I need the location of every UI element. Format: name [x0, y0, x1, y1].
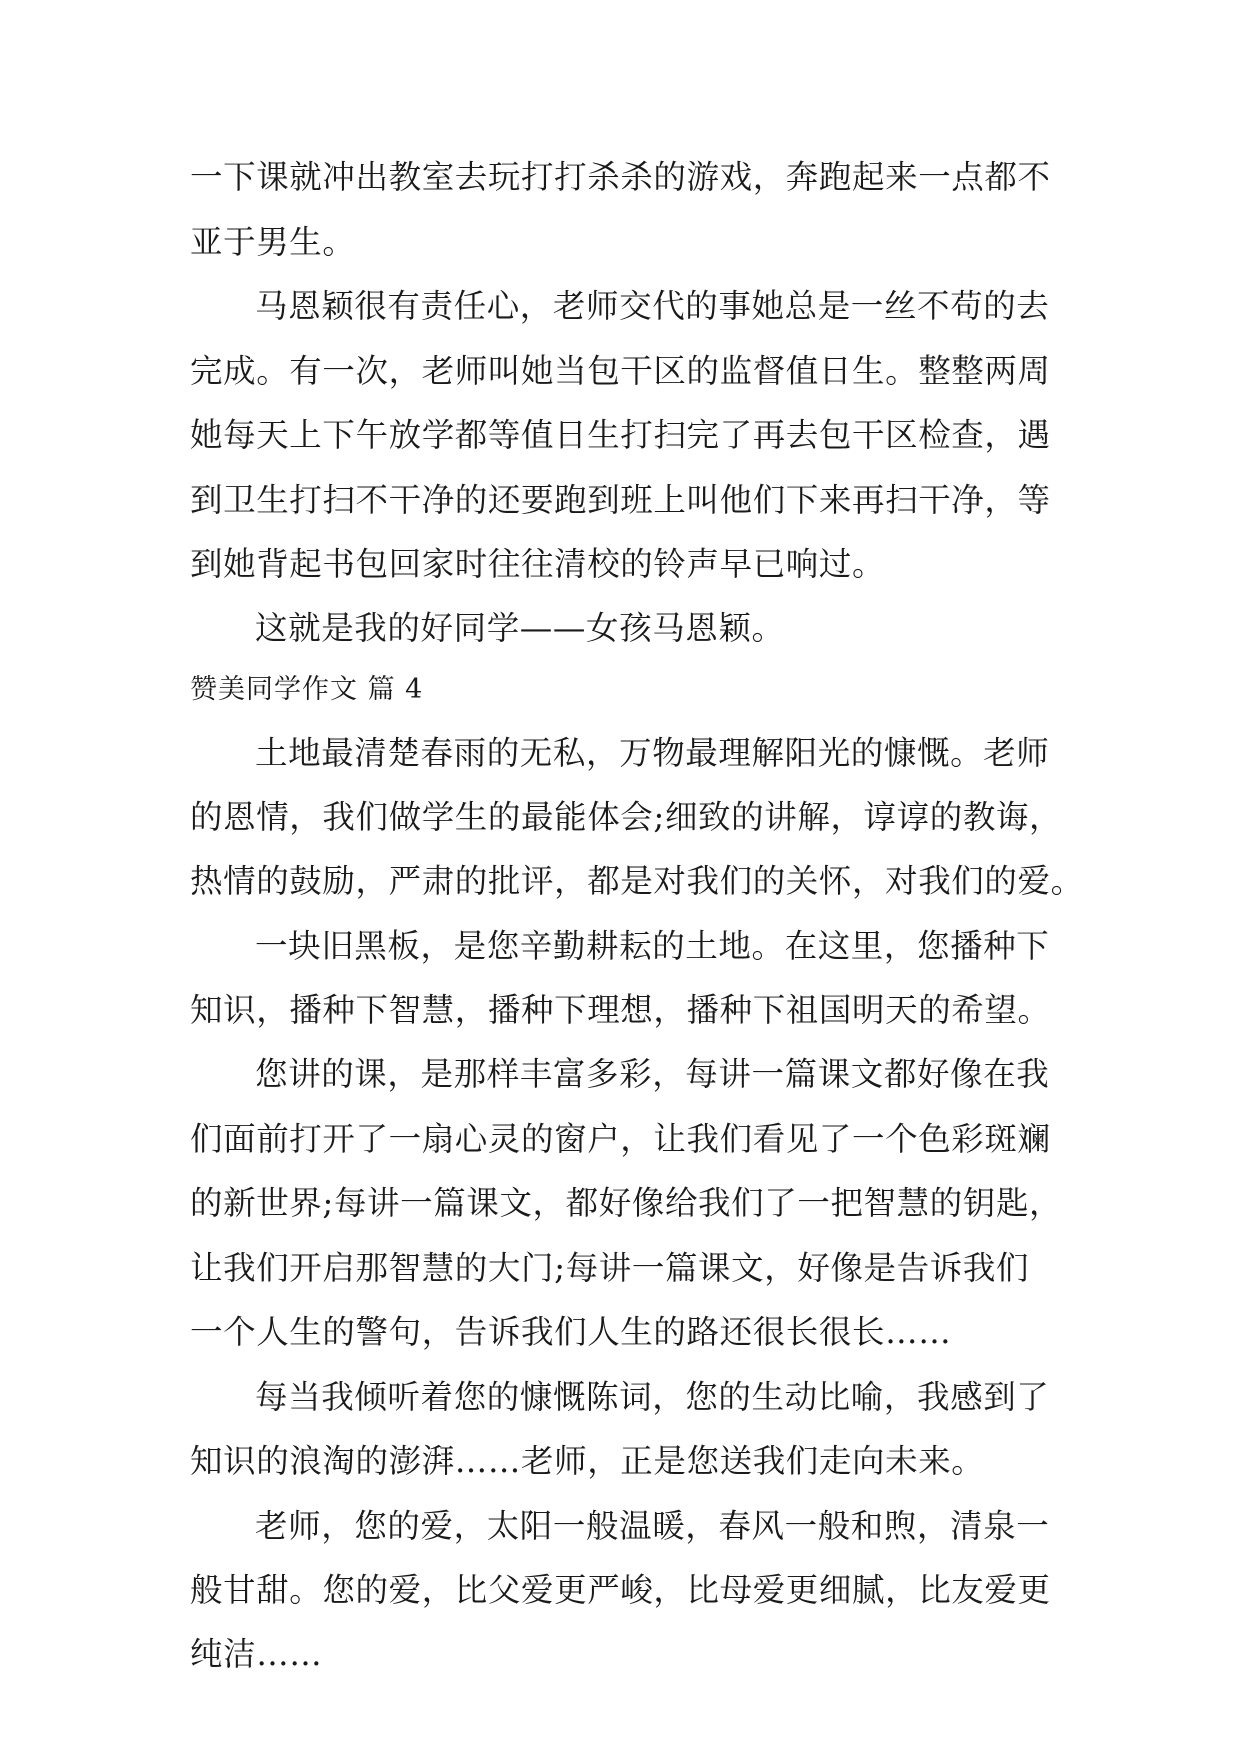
- text-line: 这就是我的好同学——女孩马恩颖。: [255, 609, 785, 647]
- text-line: 土地最清楚春雨的无私，万物最理解阳光的慷慨。老师: [255, 734, 1050, 772]
- text-line: 到卫生打扫不干净的还要跑到班上叫他们下来再扫干净，等: [190, 481, 1051, 519]
- text-line: 完成。有一次，老师叫她当包干区的监督值日生。整整两周: [190, 352, 1051, 390]
- text-line: 的新世界;每讲一篇课文，都好像给我们了一把智慧的钥匙，: [190, 1184, 1063, 1222]
- text-line: 一下课就冲出教室去玩打打杀杀的游戏，奔跑起来一点都不: [190, 158, 1051, 196]
- text-line: 知识的浪淘的澎湃……老师，正是您送我们走向未来。: [190, 1442, 985, 1480]
- section-heading: 赞美同学作文 篇 4: [190, 674, 424, 705]
- text-line: 纯洁……: [190, 1635, 323, 1673]
- text-line: 知识，播种下智慧，播种下理想，播种下祖国明天的希望。: [190, 991, 1051, 1029]
- text-line: 的恩情，我们做学生的最能体会;细致的讲解，谆谆的教诲，: [190, 798, 1063, 836]
- text-line: 每当我倾听着您的慷慨陈词，您的生动比喻，我感到了: [255, 1378, 1050, 1416]
- text-line: 热情的鼓励，严肃的批评，都是对我们的关怀，对我们的爱。: [190, 862, 1084, 900]
- text-line: 让我们开启那智慧的大门;每讲一篇课文，好像是告诉我们: [190, 1249, 1030, 1287]
- text-line: 到她背起书包回家时往往清校的铃声早已响过。: [190, 545, 886, 583]
- text-line: 您讲的课，是那样丰富多彩，每讲一篇课文都好像在我: [255, 1055, 1050, 1093]
- text-line: 马恩颖很有责任心，老师交代的事她总是一丝不苟的去: [255, 287, 1050, 325]
- text-line: 她每天上下午放学都等值日生打扫完了再去包干区检查，遇: [190, 416, 1051, 454]
- text-line: 亚于男生。: [190, 223, 356, 261]
- text-line: 们面前打开了一扇心灵的窗户，让我们看见了一个色彩斑斓: [190, 1120, 1051, 1158]
- text-line: 老师，您的爱，太阳一般温暖，春风一般和煦，清泉一: [255, 1507, 1050, 1545]
- text-line: 一个人生的警句，告诉我们人生的路还很长很长……: [190, 1313, 952, 1351]
- text-line: 般甘甜。您的爱，比父爱更严峻，比母爱更细腻，比友爱更: [190, 1571, 1051, 1609]
- text-line: 一块旧黑板，是您辛勤耕耘的土地。在这里，您播种下: [255, 927, 1050, 965]
